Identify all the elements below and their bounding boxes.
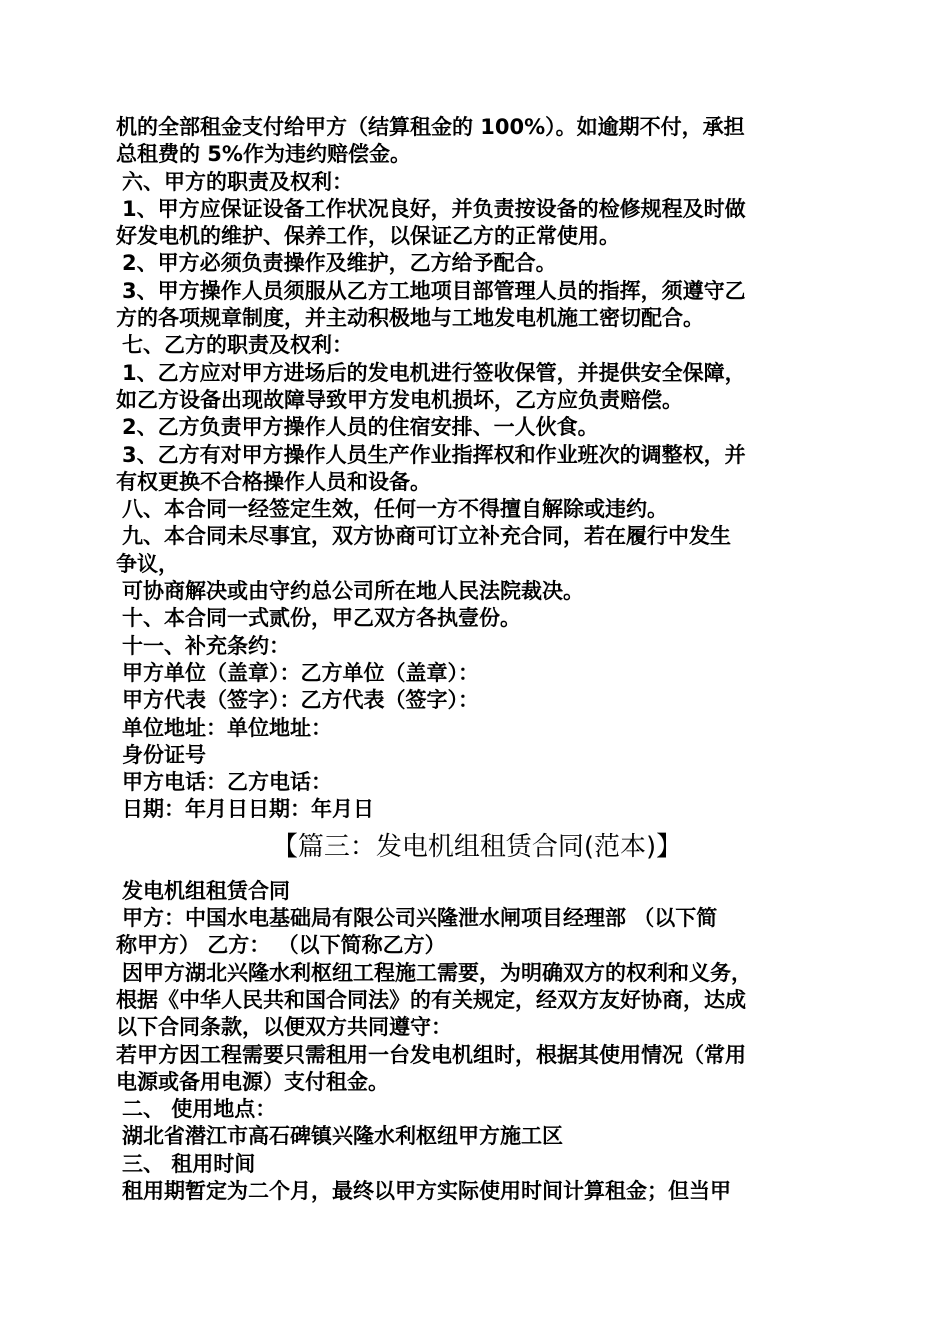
text-line: 方的各项规章制度，并主动积极地与工地发电机施工密切配合。	[116, 306, 704, 331]
text-line: 九、本合同未尽事宜，双方协商可订立补充合同，若在履行中发生	[122, 524, 731, 549]
text-line: 二、 使用地点：	[122, 1097, 277, 1122]
text-line: 称甲方） 乙方： （以下简称乙方）	[116, 933, 446, 958]
text-line: 租用期暂定为二个月，最终以甲方实际使用时间计算租金；但当甲	[122, 1178, 731, 1203]
text-line: 以下合同条款，以便双方共同遵守：	[116, 1015, 452, 1040]
text-line: 十、本合同一式贰份，甲乙双方各执壹份。	[122, 606, 521, 631]
text-line: 甲方代表（签字）：乙方代表（签字）：	[122, 688, 479, 713]
text-line: 湖北省潜江市高石碑镇兴隆水利枢纽甲方施工区	[122, 1124, 563, 1149]
text-line: 日期：年月日日期：年月日	[122, 797, 374, 822]
text-line: 十一、补充条约：	[122, 633, 290, 658]
text-line: 七、乙方的职责及权利：	[122, 333, 353, 358]
text-line: 争议，	[116, 551, 179, 576]
contract-clauses-top	[116, 114, 838, 824]
text-line: 3、乙方有对甲方操作人员生产作业指挥权和作业班次的调整权，并	[122, 442, 746, 467]
text-line: 总租费的 5%作为违约赔偿金。	[116, 142, 411, 167]
text-line: 三、 租用时间	[122, 1151, 256, 1176]
text-line: 因甲方湖北兴隆水利枢纽工程施工需要，为明确双方的权利和义务，	[122, 960, 752, 985]
text-line: 3、甲方操作人员须服从乙方工地项目部管理人员的指挥，须遵守乙	[122, 278, 746, 303]
text-line: 若甲方因工程需要只需租用一台发电机组时，根据其使用情况（常用	[116, 1042, 746, 1067]
text-line: 2、甲方必须负责操作及维护，乙方给予配合。	[122, 251, 557, 276]
text-line: 甲方电话：乙方电话：	[122, 770, 332, 795]
text-line: 六、甲方的职责及权利：	[122, 169, 353, 194]
text-line: 如乙方设备出现故障导致甲方发电机损坏，乙方应负责赔偿。	[116, 387, 683, 412]
text-line: 好发电机的维护、保养工作，以保证乙方的正常使用。	[116, 224, 620, 249]
section-title: 【篇三：发电机组租赁合同(范本)】	[271, 831, 683, 862]
text-line: 1、甲方应保证设备工作状况良好，并负责按设备的检修规程及时做	[122, 196, 746, 221]
text-line: 发电机组租赁合同	[122, 878, 290, 903]
text-line: 机的全部租金支付给甲方（结算租金的 100%）。如逾期不付，承担	[116, 115, 745, 139]
text-line: 根据《中华人民共和国合同法》的有关规定，经双方友好协商，达成	[116, 987, 746, 1012]
text-line: 单位地址：单位地址：	[122, 715, 332, 740]
text-line: 有权更换不合格操作人员和设备。	[116, 469, 431, 494]
text-line: 身份证号	[122, 742, 206, 767]
contract-clauses-bottom	[116, 878, 838, 1206]
text-line: 甲方单位（盖章）：乙方单位（盖章）：	[122, 660, 479, 685]
text-line: 甲方：中国水电基础局有限公司兴隆泄水闸项目经理部 （以下简	[122, 906, 718, 931]
text-line: 1、乙方应对甲方进场后的发电机进行签收保管，并提供安全保障，	[122, 360, 746, 385]
text-line: 2、乙方负责甲方操作人员的住宿安排、一人伙食。	[122, 415, 599, 440]
text-line: 八、本合同一经签定生效，任何一方不得擅自解除或违约。	[122, 497, 668, 522]
text-line: 可协商解决或由守约总公司所在地人民法院裁决。	[122, 579, 584, 604]
text-line: 电源或备用电源）支付租金。	[116, 1069, 389, 1094]
contract-text	[116, 114, 838, 1205]
